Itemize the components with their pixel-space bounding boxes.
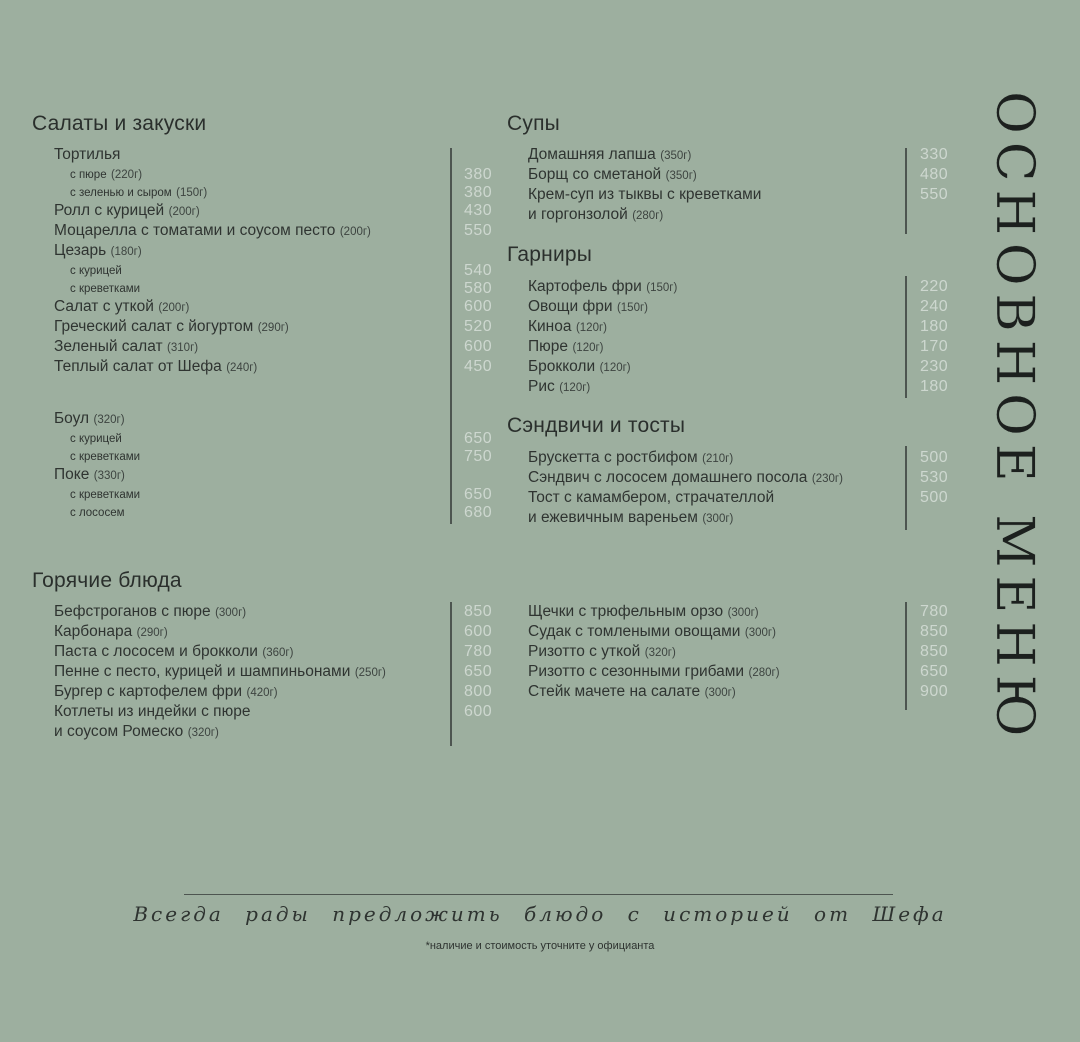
item-weight: (420г) (246, 687, 278, 699)
item-weight: (300г) (215, 607, 247, 619)
item-name: с зеленью и сыром (70, 187, 172, 199)
item-name: Ризотто с сезонными грибами (528, 663, 745, 680)
item-weight: (300г) (702, 513, 734, 525)
menu-item (528, 297, 949, 317)
item-weight: (150г) (616, 302, 648, 314)
item-name: с креветками (70, 451, 141, 463)
item-name: Паста с лососем и брокколи (54, 643, 258, 660)
hot-dishes-list (54, 602, 493, 742)
menu-item (54, 241, 371, 261)
item-name: Овощи фри (528, 298, 613, 315)
menu-item (54, 145, 371, 165)
item-weight: (290г) (136, 627, 168, 639)
menu-item-option (54, 429, 493, 447)
garnishes-list (528, 277, 949, 397)
menu-item (528, 622, 949, 642)
item-price: 680 (464, 504, 493, 521)
item-price: 180 (920, 318, 949, 335)
divider-garnishes (905, 276, 907, 398)
item-weight: (280г) (748, 667, 780, 679)
section-title-hot-dishes: Горячие блюда (32, 569, 182, 592)
item-price: 450 (464, 358, 493, 375)
section-title-salads: Салаты и закуски (32, 112, 207, 135)
menu-item (54, 317, 493, 337)
item-name: Брокколи (528, 358, 596, 375)
menu-item (528, 662, 949, 682)
item-weight: (250г) (354, 667, 386, 679)
item-weight: (300г) (727, 607, 759, 619)
item-price: 600 (464, 298, 493, 315)
section-title-soups: Супы (507, 112, 560, 135)
item-weight: (290г) (257, 322, 289, 334)
menu-item (54, 409, 140, 429)
divider-hot-dishes-2 (905, 602, 907, 710)
section-title-garnishes: Гарниры (507, 243, 593, 266)
item-weight: (200г) (168, 206, 200, 218)
item-name: Бургер с картофелем фри (54, 683, 243, 700)
item-weight: (310г) (167, 342, 199, 354)
item-name: Щечки с трюфельным орзо (528, 603, 724, 620)
item-name: Пенне с песто, курицей и шампиньонами (54, 663, 351, 680)
menu-item (528, 317, 949, 337)
item-name: Ризотто с уткой (528, 643, 641, 660)
item-name: Брускетта с ростбифом (528, 449, 698, 466)
item-name: Цезарь (54, 242, 107, 259)
menu-item (54, 297, 493, 317)
divider-hot-dishes (450, 602, 452, 746)
item-price: 780 (920, 603, 949, 620)
item-weight: (120г) (599, 362, 631, 374)
menu-item (528, 277, 949, 297)
item-weight: (200г) (158, 302, 190, 314)
item-price: 780 (464, 643, 493, 660)
item-name: Моцарелла с томатами и соусом песто (54, 222, 336, 239)
item-weight: (180г) (110, 246, 142, 258)
item-name: Поке (54, 466, 90, 483)
menu-item (528, 357, 949, 377)
item-weight: (300г) (704, 687, 736, 699)
item-weight: (150г) (646, 282, 678, 294)
menu-item (54, 221, 493, 241)
menu-item (528, 468, 949, 488)
item-price: 800 (464, 683, 493, 700)
item-price: 530 (920, 469, 949, 486)
item-price: 230 (920, 358, 949, 375)
item-weight: (300г) (744, 627, 776, 639)
item-price: 850 (920, 643, 949, 660)
item-name: Стейк мачете на салате (528, 683, 701, 700)
item-name: Тортилья (54, 146, 121, 163)
item-name: Рис (528, 378, 555, 395)
sandwiches-list (528, 448, 949, 528)
item-name: Боул (54, 410, 90, 427)
item-name: Крем-суп из тыквы с креветками (528, 186, 762, 203)
item-price: 170 (920, 338, 949, 355)
item-price: 380 (464, 184, 493, 201)
item-weight: (330г) (93, 470, 125, 482)
item-name: и горгонзолой (528, 206, 628, 223)
tagline: Всегда рады предложить блюдо с историей от Шефа (133, 902, 947, 926)
item-price: 850 (464, 603, 493, 620)
item-name: Зеленый салат (54, 338, 163, 355)
item-price: 550 (920, 186, 949, 203)
menu-item (528, 377, 949, 397)
item-name: Судак с томлеными овощами (528, 623, 741, 640)
menu-item (54, 465, 140, 485)
menu-item (54, 622, 493, 642)
item-price: 540 (464, 262, 493, 279)
item-price: 500 (920, 489, 949, 506)
item-weight: (120г) (559, 382, 591, 394)
menu-title: ОСНОВНОЕ МЕНЮ (984, 91, 1044, 745)
item-price: 500 (920, 449, 949, 466)
item-name: Картофель фри (528, 278, 642, 295)
item-weight: (220г) (111, 169, 143, 181)
item-price: 480 (920, 166, 949, 183)
item-price: 240 (920, 298, 949, 315)
menu-item (528, 165, 949, 185)
item-price: 330 (920, 146, 949, 163)
menu-item-option (54, 183, 493, 201)
menu-item (54, 722, 386, 742)
item-name: с лососем (70, 507, 125, 519)
item-name: Домашняя лапша (528, 146, 656, 163)
menu-item (528, 682, 949, 702)
item-price: 900 (920, 683, 949, 700)
item-name: с курицей (70, 265, 122, 277)
item-price: 650 (920, 663, 949, 680)
menu-item (54, 682, 493, 702)
item-weight: (320г) (644, 647, 676, 659)
menu-item (528, 145, 949, 165)
menu-item (54, 337, 493, 357)
item-name: с пюре (70, 169, 107, 181)
menu-item (54, 702, 493, 722)
item-name: Карбонара (54, 623, 133, 640)
item-weight: (350г) (660, 150, 692, 162)
item-weight: (200г) (339, 226, 371, 238)
item-price: 180 (920, 378, 949, 395)
item-price: 650 (464, 430, 493, 447)
item-weight: (120г) (572, 342, 604, 354)
item-name: с креветками (70, 489, 141, 501)
menu-item (528, 508, 843, 528)
item-weight: (240г) (226, 362, 258, 374)
item-weight: (120г) (575, 322, 607, 334)
item-price: 750 (464, 448, 493, 465)
divider-sandwiches (905, 446, 907, 530)
item-price: 600 (464, 623, 493, 640)
menu-item (528, 337, 949, 357)
item-name: и соусом Ромеско (54, 723, 184, 740)
item-name: и ежевичным вареньем (528, 509, 698, 526)
item-price: 520 (464, 318, 493, 335)
menu-item (528, 488, 949, 508)
item-weight: (280г) (632, 210, 664, 222)
menu-item-option (54, 447, 493, 465)
section-title-sandwiches: Сэндвичи и тосты (507, 414, 686, 437)
item-weight: (360г) (262, 647, 294, 659)
item-weight: (350г) (665, 170, 697, 182)
menu-item (528, 185, 949, 205)
item-weight: (320г) (187, 727, 219, 739)
menu-item (528, 642, 949, 662)
item-name: с креветками (70, 283, 141, 295)
item-name: Ролл с курицей (54, 202, 165, 219)
item-name: Тост с камамбером, страчателлой (528, 489, 775, 506)
menu-item-option (54, 165, 493, 183)
item-name: Сэндвич с лососем домашнего посола (528, 469, 808, 486)
item-name: Бефстроганов с пюре (54, 603, 211, 620)
item-name: с курицей (70, 433, 122, 445)
item-name: Салат с уткой (54, 298, 154, 315)
soups-list (528, 145, 949, 225)
item-price: 550 (464, 222, 493, 239)
divider-salads (450, 148, 452, 524)
bowls-list (54, 409, 493, 521)
menu-item (54, 602, 493, 622)
menu-item-option (54, 279, 493, 297)
menu-item (528, 205, 761, 225)
item-name: Котлеты из индейки с пюре (54, 703, 251, 720)
item-weight: (320г) (93, 414, 125, 426)
menu-item-option (54, 485, 493, 503)
item-price: 600 (464, 703, 493, 720)
item-price: 380 (464, 166, 493, 183)
item-price: 650 (464, 663, 493, 680)
menu-item (54, 662, 493, 682)
hot-dishes-list-2 (528, 602, 949, 702)
menu-item (54, 201, 493, 221)
item-price: 220 (920, 278, 949, 295)
menu-item (528, 602, 949, 622)
menu-item-option (54, 261, 493, 279)
item-name: Пюре (528, 338, 569, 355)
menu-item (54, 642, 493, 662)
footer-divider (184, 894, 893, 895)
item-weight: (230г) (811, 473, 843, 485)
menu-item-option (54, 503, 493, 521)
divider-soups (905, 148, 907, 234)
footnote: *наличие и стоимость уточните у официанта (425, 940, 655, 952)
item-price: 850 (920, 623, 949, 640)
item-weight: (150г) (176, 187, 208, 199)
menu-item (528, 448, 949, 468)
menu-item (54, 357, 493, 377)
item-price: 580 (464, 280, 493, 297)
item-weight: (210г) (702, 453, 734, 465)
item-price: 650 (464, 486, 493, 503)
item-name: Борщ со сметаной (528, 166, 662, 183)
item-name: Киноа (528, 318, 572, 335)
item-price: 600 (464, 338, 493, 355)
item-name: Греческий салат с йогуртом (54, 318, 254, 335)
salads-list (54, 145, 493, 377)
item-price: 430 (464, 202, 493, 219)
item-name: Теплый салат от Шефа (54, 358, 222, 375)
